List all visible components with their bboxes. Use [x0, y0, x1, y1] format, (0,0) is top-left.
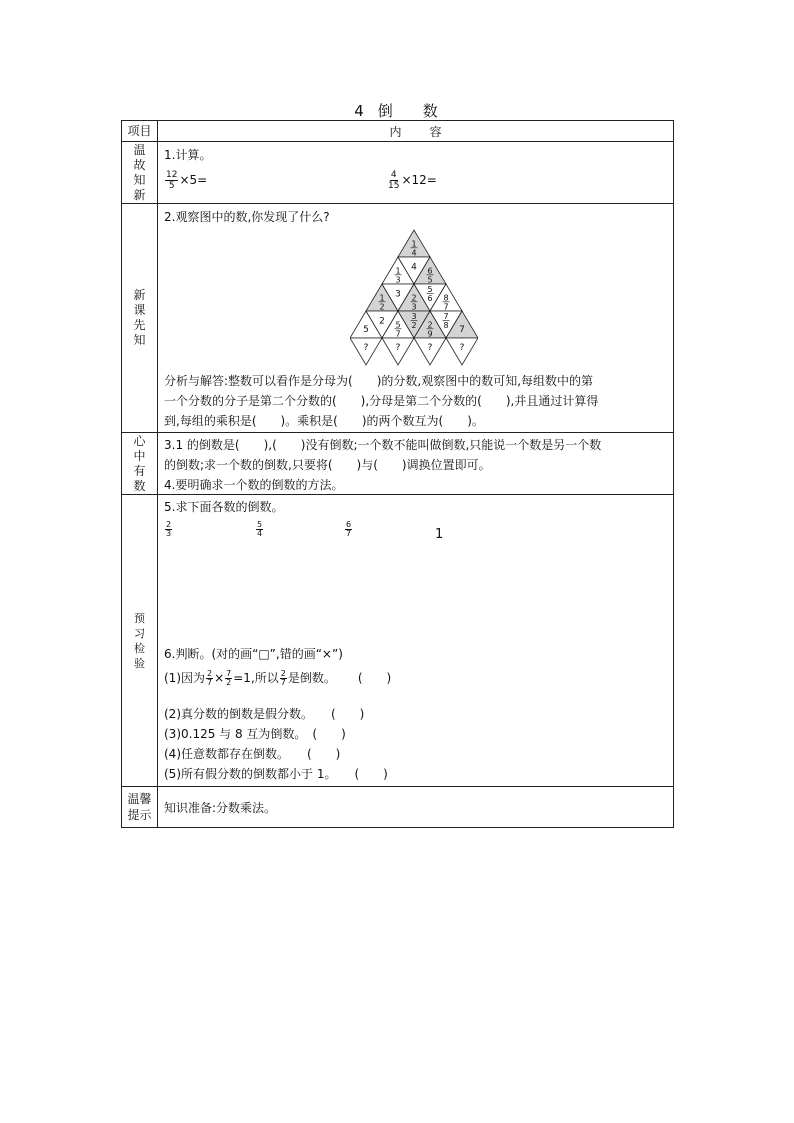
section-check-content [158, 495, 674, 787]
judge-2: (2)真分数的倒数是假分数。 ( ) [164, 707, 365, 721]
pyramid-cell-denominator: 2 [379, 302, 385, 312]
q5-item-4: 1 [435, 527, 444, 542]
page-title [0, 100, 794, 121]
judge-5: (5)所有假分数的倒数都小于 1。 ( ) [164, 767, 388, 781]
judge-3: (3)0.125 与 8 互为倒数。 ( ) [164, 727, 346, 741]
q5-text: 5.求下面各数的倒数。 [164, 500, 284, 514]
section-check [122, 495, 674, 787]
pyramid-cell-value: 7 [459, 324, 465, 335]
pyramid-cell-numerator: 1 [395, 266, 401, 276]
pyramid-cell-numerator: 1 [411, 239, 417, 249]
title-char-2: 数 [422, 102, 440, 120]
q5-item-1: $\frac{2}{3}$ [166, 520, 172, 538]
pyramid-cell-denominator: 4 [411, 248, 417, 258]
q5-item-3: $\frac{6}{7}$ [346, 520, 352, 538]
pyramid-cell-numerator: 8 [443, 293, 449, 303]
pyramid-cell-denominator: 9 [427, 329, 433, 339]
section-mind [122, 433, 674, 495]
pyramid-cell-numerator: 2 [427, 320, 433, 330]
pyramid-cell-denominator: 3 [411, 302, 417, 312]
calc-expr-2: $\frac{4}{15}$ ×12= [388, 170, 437, 191]
lesson-number: 4 [354, 102, 366, 120]
section-new [122, 204, 674, 433]
pyramid-cell-numerator: 5 [427, 285, 433, 295]
pyramid-cell-value: 3 [395, 289, 401, 300]
section-review [122, 142, 674, 204]
pyramid-cell-denominator: 6 [427, 294, 433, 304]
pyramid-question-mark: ? [363, 343, 369, 353]
q2-text: 2.观察图中的数,你发现了什么? [164, 210, 330, 224]
analysis-line-2: 一个分数的分子是第二个分数的( ),分母是第二个分数的( ),并且通过计算得 [164, 394, 599, 408]
section-tip [122, 787, 674, 828]
pyramid-question-mark: ? [427, 343, 433, 353]
section-new-label: 新课先知 [122, 204, 158, 433]
pyramid-cell-denominator: 5 [427, 275, 433, 285]
mind-line-1: 3.1 的倒数是( ),( )没有倒数;一个数不能叫做倒数,只能说一个数是另一个数 [164, 438, 602, 452]
section-tip-content [158, 787, 674, 828]
pyramid-cell-denominator: 8 [443, 321, 449, 331]
section-new-content [158, 204, 674, 433]
mind-line-3: 4.要明确求一个数的倒数的方法。 [164, 478, 344, 492]
mind-line-2: 的倒数;求一个数的倒数,只要将( )与( )调换位置即可。 [164, 458, 491, 472]
analysis-line-1: 分析与解答:整数可以看作是分母为( )的分数,观察图中的数可知,每组数中的第 [164, 374, 594, 388]
pyramid-cell-numerator: 2 [411, 293, 417, 303]
judge-1: (1)因为 $\frac{2}{7}$ × $\frac{7}{2}$ =1,所以 $\frac{2}{7}$ 是倒数。 ( ) [164, 669, 392, 687]
header-col2: 内 容 [158, 121, 674, 142]
calc-expr-1: $\frac{12}{5}$ ×5= [166, 170, 208, 191]
pyramid-cell-denominator: 2 [411, 321, 417, 331]
pyramid-question-mark: ? [459, 343, 465, 353]
pyramid-cell-value: 4 [411, 262, 417, 273]
section-tip-label: 温馨 提示 [122, 787, 158, 828]
pyramid-cell-numerator: 6 [427, 266, 433, 276]
pyramid-question-mark: ? [395, 343, 401, 353]
worksheet-table [121, 120, 674, 828]
q5-item-2: $\frac{5}{4}$ [257, 520, 263, 538]
section-mind-content [158, 433, 674, 495]
q1-text: 1.计算。 [164, 148, 212, 162]
pyramid-cell-value: 2 [379, 316, 385, 327]
pyramid-cell-denominator: 7 [395, 329, 401, 339]
pyramid-cell-numerator: 3 [411, 312, 417, 322]
pyramid-cell-numerator: 5 [395, 320, 401, 330]
tip-text: 知识准备:分数乘法。 [164, 800, 277, 815]
header-col1: 项目 [122, 121, 158, 142]
section-check-label: 预习检验 [122, 495, 158, 787]
header-row [122, 121, 674, 142]
pyramid-cell-denominator: 3 [395, 275, 401, 285]
judge-4: (4)任意数都存在倒数。 ( ) [164, 747, 341, 761]
section-mind-label: 心中有数 [122, 433, 158, 495]
analysis-line-3: 到,每组的乘积是( )。乘积是( )的两个数互为( )。 [164, 414, 484, 428]
pyramid-cell-numerator: 1 [379, 293, 385, 303]
pyramid-cell-numerator: 7 [443, 312, 449, 322]
q6-text: 6.判断。(对的画“□”,错的画“×”) [164, 647, 343, 661]
number-pyramid [350, 228, 478, 368]
title-char-1: 倒 [377, 102, 395, 120]
section-review-label: 温故知新 [122, 142, 158, 204]
section-review-content [158, 142, 674, 204]
pyramid-cell-denominator: 7 [443, 302, 449, 312]
pyramid-cell-value: 5 [363, 324, 369, 335]
